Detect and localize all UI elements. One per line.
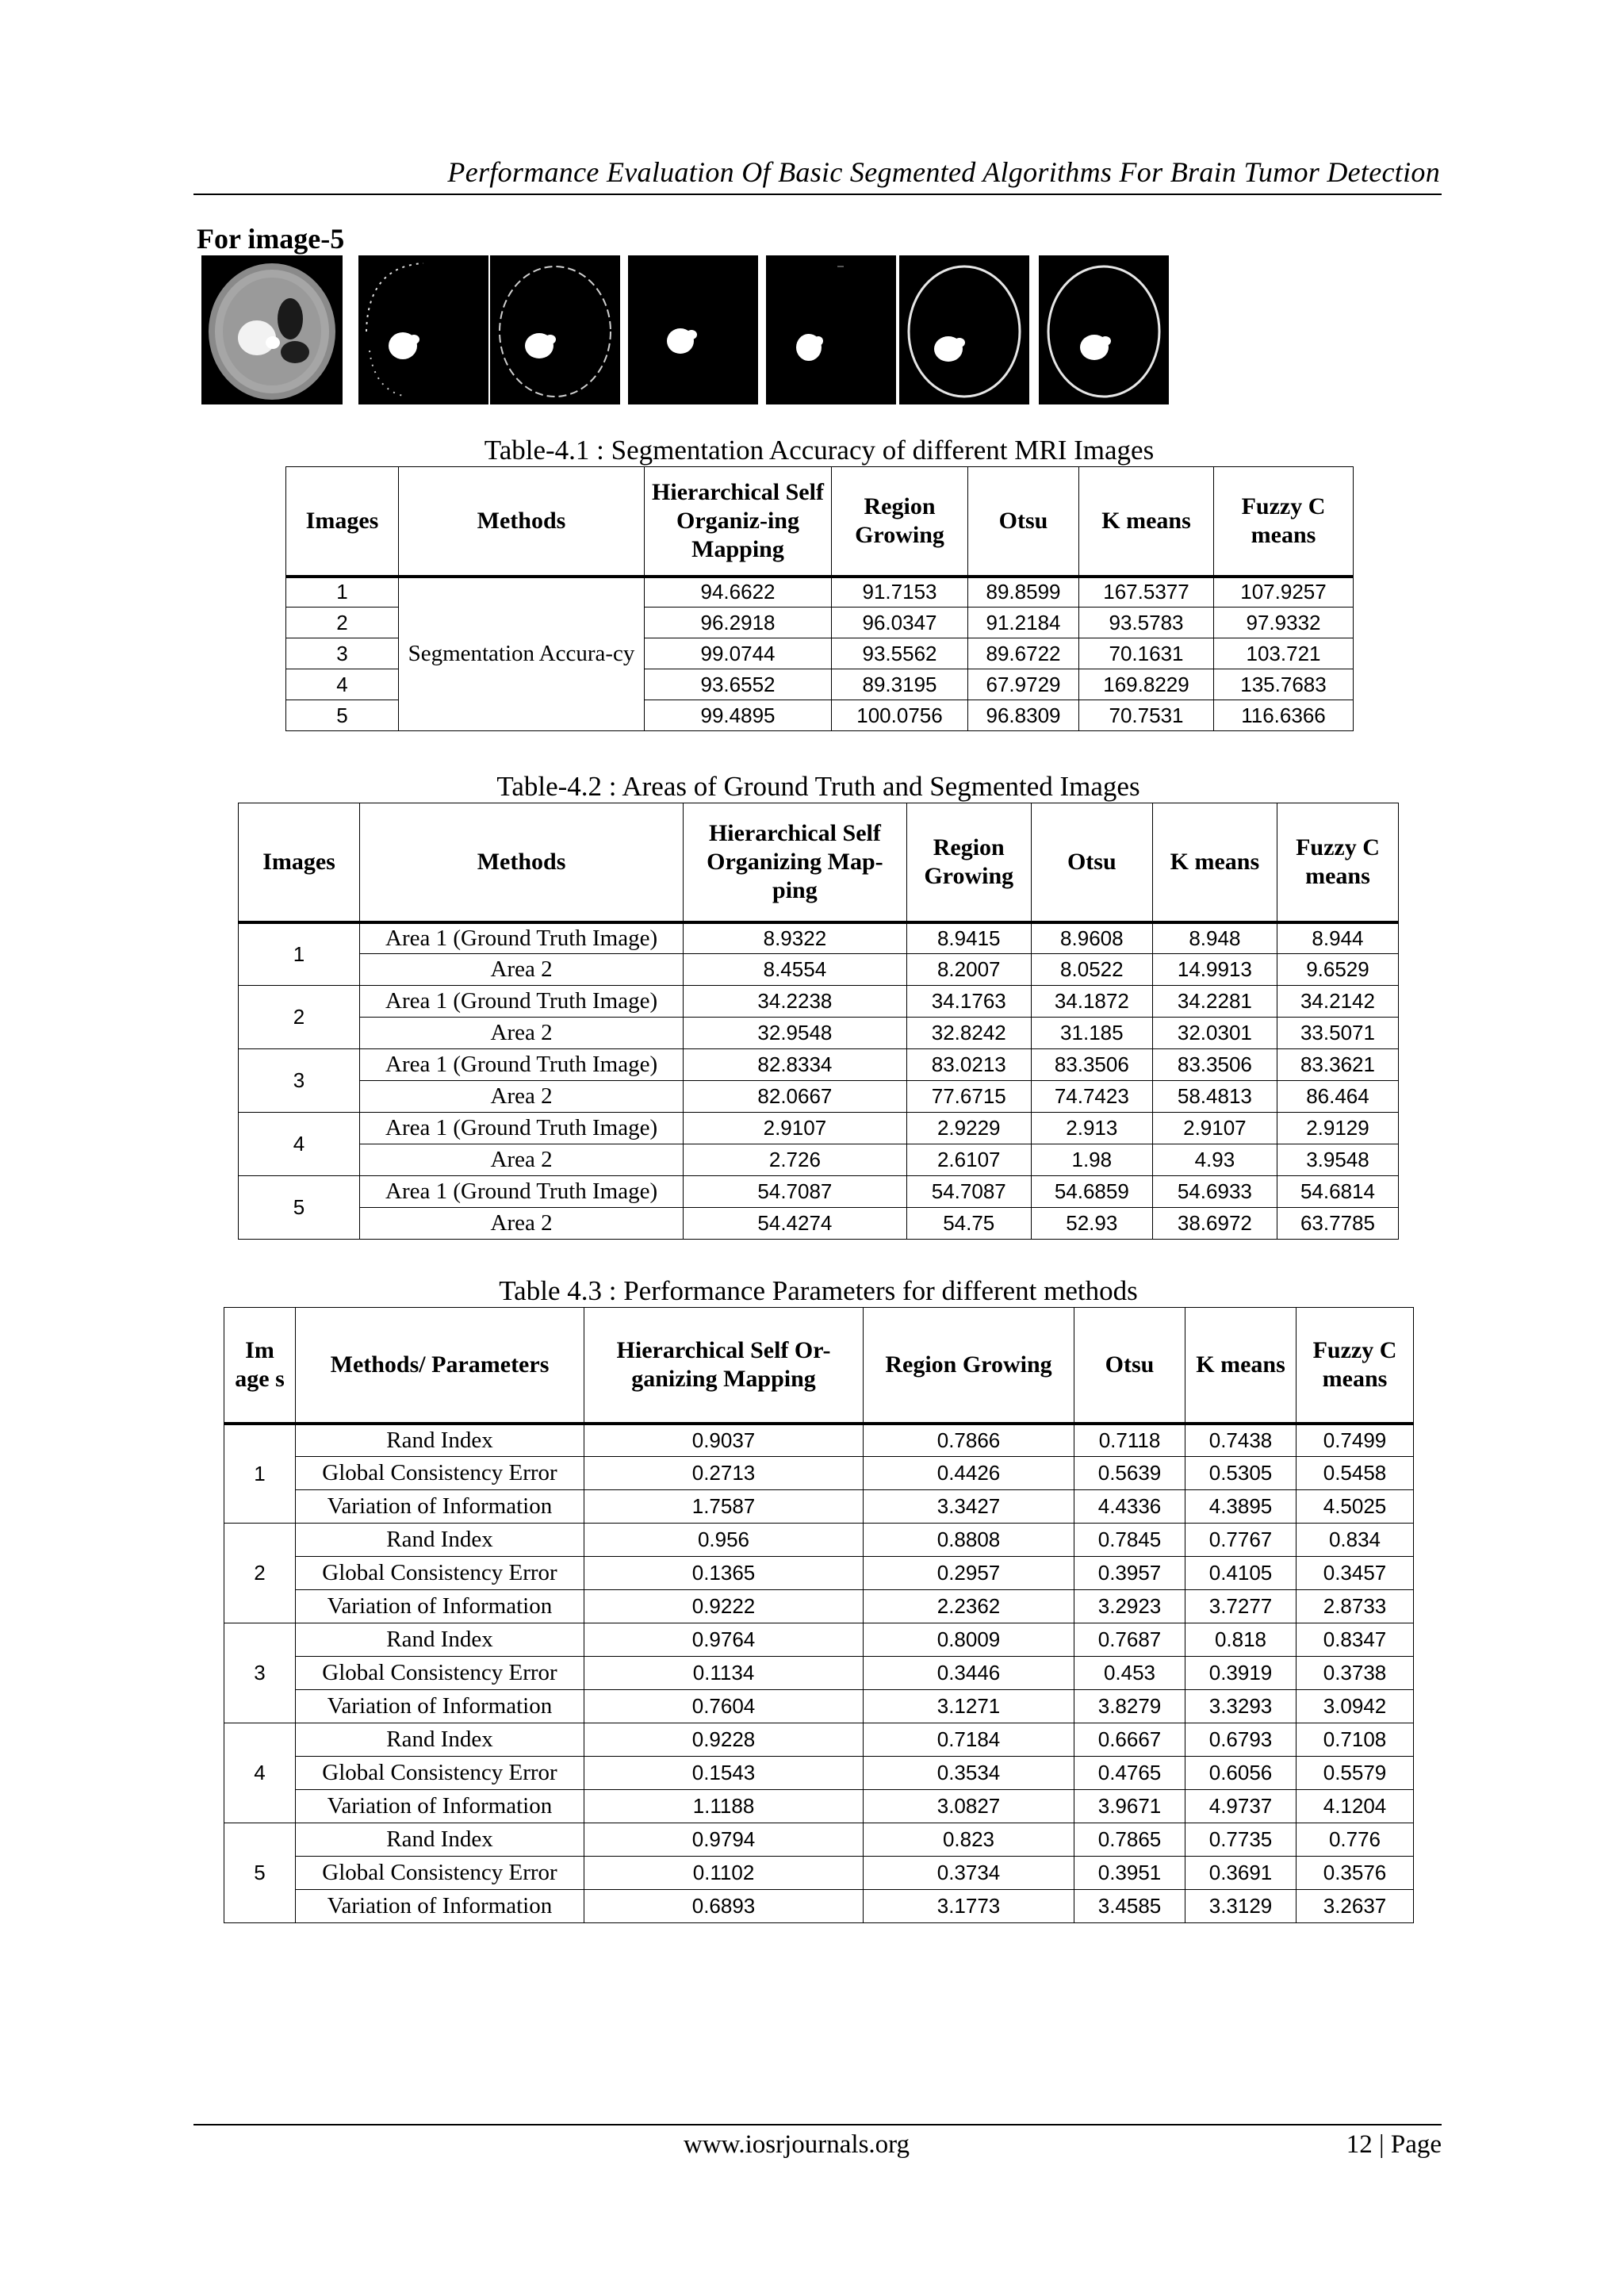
value-cell: 2.9107	[1152, 1113, 1277, 1144]
value-cell: 0.4426	[864, 1457, 1074, 1490]
value-cell: 54.6859	[1031, 1176, 1152, 1208]
value-cell: 0.1102	[584, 1857, 864, 1890]
value-cell: 0.776	[1297, 1823, 1414, 1857]
performance-parameters-table	[224, 1307, 1414, 1923]
value-cell: 0.453	[1074, 1657, 1185, 1690]
value-cell: 52.93	[1031, 1208, 1152, 1240]
header-rule	[193, 194, 1442, 195]
parameter-cell: Variation of Information	[296, 1690, 584, 1723]
method-cell: Area 1 (Ground Truth Image)	[360, 1113, 684, 1144]
column-header: Methods/ Parameters	[296, 1308, 584, 1424]
column-header: Methods	[399, 467, 645, 577]
column-header: Fuzzy C means	[1277, 803, 1398, 922]
table-row	[224, 1757, 1414, 1790]
value-cell: 0.9764	[584, 1623, 864, 1657]
value-cell: 0.7108	[1297, 1723, 1414, 1757]
footer-rule	[193, 2124, 1442, 2125]
value-cell: 167.5377	[1079, 577, 1214, 608]
column-header: Otsu	[1074, 1308, 1185, 1424]
parameter-cell: Rand Index	[296, 1823, 584, 1857]
value-cell: 82.0667	[684, 1081, 907, 1113]
table-row	[224, 1890, 1414, 1923]
table-row	[239, 1144, 1399, 1176]
value-cell: 0.3734	[864, 1857, 1074, 1890]
value-cell: 3.1773	[864, 1890, 1074, 1923]
method-cell: Segmentation Accura-cy	[399, 577, 645, 731]
value-cell: 3.8279	[1074, 1690, 1185, 1723]
value-cell: 83.3506	[1152, 1049, 1277, 1081]
value-cell: 97.9332	[1214, 608, 1354, 638]
value-cell: 9.6529	[1277, 954, 1398, 986]
value-cell: 0.2957	[864, 1557, 1074, 1590]
value-cell: 93.6552	[645, 669, 832, 700]
column-header: Hierarchical Self Organizing Map-ping	[684, 803, 907, 922]
value-cell: 8.0522	[1031, 954, 1152, 986]
value-cell: 0.3576	[1297, 1857, 1414, 1890]
value-cell: 0.3457	[1297, 1557, 1414, 1590]
value-cell: 34.1872	[1031, 986, 1152, 1018]
table-row	[224, 1424, 1414, 1457]
value-cell: 54.4274	[684, 1208, 907, 1240]
value-cell: 31.185	[1031, 1018, 1152, 1049]
value-cell: 0.7866	[864, 1424, 1074, 1457]
value-cell: 89.3195	[832, 669, 968, 700]
value-cell: 2.9229	[906, 1113, 1031, 1144]
value-cell: 89.6722	[968, 638, 1079, 669]
value-cell: 86.464	[1277, 1081, 1398, 1113]
table1-caption: Table-4.1 : Segmentation Accuracy of different MRI Images	[484, 435, 1155, 466]
value-cell: 3.2923	[1074, 1590, 1185, 1623]
value-cell: 54.6933	[1152, 1176, 1277, 1208]
section-label: For image-5	[197, 223, 345, 255]
image-cell: 1	[286, 577, 399, 608]
table-row	[224, 1823, 1414, 1857]
value-cell: 91.7153	[832, 577, 968, 608]
ground-truth-image	[766, 255, 896, 404]
table-row	[239, 922, 1399, 954]
value-cell: 3.7277	[1185, 1590, 1297, 1623]
table2-caption: Table-4.2 : Areas of Ground Truth and Segmented Images	[496, 771, 1140, 802]
value-cell: 0.7735	[1185, 1823, 1297, 1857]
value-cell: 0.823	[864, 1823, 1074, 1857]
k-means-segmented-image	[899, 255, 1029, 404]
method-cell: Area 2	[360, 1144, 684, 1176]
image-cell: 1	[239, 922, 360, 986]
column-header: Fuzzy C means	[1214, 467, 1354, 577]
table-row	[224, 1623, 1414, 1657]
image-cell: 2	[286, 608, 399, 638]
value-cell: 70.1631	[1079, 638, 1214, 669]
value-cell: 169.8229	[1079, 669, 1214, 700]
value-cell: 0.9222	[584, 1590, 864, 1623]
value-cell: 3.9671	[1074, 1790, 1185, 1823]
value-cell: 0.3919	[1185, 1657, 1297, 1690]
value-cell: 54.75	[906, 1208, 1031, 1240]
value-cell: 63.7785	[1277, 1208, 1398, 1240]
column-header: Region Growing	[864, 1308, 1074, 1424]
region-growing-segmented-image	[490, 255, 620, 404]
parameter-cell: Global Consistency Error	[296, 1657, 584, 1690]
value-cell: 0.9228	[584, 1723, 864, 1757]
column-header: Fuzzy C means	[1297, 1308, 1414, 1424]
value-cell: 1.98	[1031, 1144, 1152, 1176]
image-cell: 4	[224, 1723, 296, 1823]
value-cell: 89.8599	[968, 577, 1079, 608]
value-cell: 4.4336	[1074, 1490, 1185, 1524]
value-cell: 1.7587	[584, 1490, 864, 1524]
value-cell: 14.9913	[1152, 954, 1277, 986]
value-cell: 96.2918	[645, 608, 832, 638]
table-row	[224, 1790, 1414, 1823]
image-cell: 2	[224, 1524, 296, 1623]
value-cell: 3.1271	[864, 1690, 1074, 1723]
value-cell: 3.3129	[1185, 1890, 1297, 1923]
value-cell: 34.2238	[684, 986, 907, 1018]
value-cell: 54.6814	[1277, 1176, 1398, 1208]
value-cell: 34.1763	[906, 986, 1031, 1018]
method-cell: Area 1 (Ground Truth Image)	[360, 1049, 684, 1081]
original-mri-image	[201, 255, 343, 404]
value-cell: 34.2142	[1277, 986, 1398, 1018]
parameter-cell: Global Consistency Error	[296, 1757, 584, 1790]
column-header: Methods	[360, 803, 684, 922]
image-cell: 3	[224, 1623, 296, 1723]
table-row	[239, 986, 1399, 1018]
value-cell: 8.2007	[906, 954, 1031, 986]
image-cell: 4	[239, 1113, 360, 1176]
value-cell: 0.9794	[584, 1823, 864, 1857]
value-cell: 103.721	[1214, 638, 1354, 669]
table-row	[224, 1723, 1414, 1757]
value-cell: 3.4585	[1074, 1890, 1185, 1923]
value-cell: 83.3621	[1277, 1049, 1398, 1081]
table-row	[286, 577, 1354, 608]
value-cell: 0.7767	[1185, 1524, 1297, 1557]
value-cell: 0.956	[584, 1524, 864, 1557]
column-header: Region Growing	[906, 803, 1031, 922]
table-row	[239, 1049, 1399, 1081]
value-cell: 0.2713	[584, 1457, 864, 1490]
value-cell: 0.7687	[1074, 1623, 1185, 1657]
value-cell: 100.0756	[832, 700, 968, 731]
table-row	[239, 954, 1399, 986]
column-header: Hierarchical Self Or-ganizing Mapping	[584, 1308, 864, 1424]
method-cell: Area 1 (Ground Truth Image)	[360, 1176, 684, 1208]
value-cell: 0.4765	[1074, 1757, 1185, 1790]
value-cell: 0.9037	[584, 1424, 864, 1457]
parameter-cell: Variation of Information	[296, 1790, 584, 1823]
fuzzy-c-means-segmented-image	[1039, 255, 1169, 404]
table-row	[239, 1113, 1399, 1144]
value-cell: 0.7845	[1074, 1524, 1185, 1557]
value-cell: 2.6107	[906, 1144, 1031, 1176]
table3-caption: Table 4.3 : Performance Parameters for different methods	[499, 1275, 1138, 1306]
column-header: Images	[239, 803, 360, 922]
value-cell: 0.7118	[1074, 1424, 1185, 1457]
value-cell: 0.5579	[1297, 1757, 1414, 1790]
value-cell: 0.3957	[1074, 1557, 1185, 1590]
value-cell: 96.0347	[832, 608, 968, 638]
value-cell: 70.7531	[1079, 700, 1214, 731]
hsom-segmented-image	[358, 255, 488, 404]
parameter-cell: Rand Index	[296, 1524, 584, 1557]
value-cell: 135.7683	[1214, 669, 1354, 700]
value-cell: 0.1365	[584, 1557, 864, 1590]
value-cell: 8.9322	[684, 922, 907, 954]
value-cell: 0.834	[1297, 1524, 1414, 1557]
value-cell: 0.4105	[1185, 1557, 1297, 1590]
method-cell: Area 2	[360, 1208, 684, 1240]
parameter-cell: Variation of Information	[296, 1490, 584, 1524]
value-cell: 96.8309	[968, 700, 1079, 731]
table-row	[224, 1857, 1414, 1890]
image-cell: 5	[224, 1823, 296, 1923]
column-header: Region Growing	[832, 467, 968, 577]
table-row	[224, 1524, 1414, 1557]
value-cell: 0.5639	[1074, 1457, 1185, 1490]
column-header: K means	[1079, 467, 1214, 577]
value-cell: 93.5783	[1079, 608, 1214, 638]
value-cell: 32.9548	[684, 1018, 907, 1049]
table-row	[224, 1657, 1414, 1690]
parameter-cell: Global Consistency Error	[296, 1557, 584, 1590]
value-cell: 0.8808	[864, 1524, 1074, 1557]
column-header: K means	[1152, 803, 1277, 922]
value-cell: 0.6793	[1185, 1723, 1297, 1757]
value-cell: 4.5025	[1297, 1490, 1414, 1524]
table-row	[224, 1557, 1414, 1590]
value-cell: 32.8242	[906, 1018, 1031, 1049]
table-row	[224, 1457, 1414, 1490]
table-row	[224, 1690, 1414, 1723]
value-cell: 74.7423	[1031, 1081, 1152, 1113]
table-row	[239, 1018, 1399, 1049]
column-header: Hierarchical Self Organiz-ing Mapping	[645, 467, 832, 577]
value-cell: 0.8009	[864, 1623, 1074, 1657]
image-cell: 3	[286, 638, 399, 669]
value-cell: 0.3534	[864, 1757, 1074, 1790]
running-head: Performance Evaluation Of Basic Segmented Algorithms For Brain Tumor Detection	[447, 156, 1440, 188]
value-cell: 8.944	[1277, 922, 1398, 954]
method-cell: Area 2	[360, 1081, 684, 1113]
parameter-cell: Rand Index	[296, 1424, 584, 1457]
parameter-cell: Global Consistency Error	[296, 1457, 584, 1490]
value-cell: 0.5458	[1297, 1457, 1414, 1490]
value-cell: 0.7865	[1074, 1823, 1185, 1857]
column-header: K means	[1185, 1308, 1297, 1424]
value-cell: 58.4813	[1152, 1081, 1277, 1113]
image-cell: 1	[224, 1424, 296, 1524]
areas-table	[238, 803, 1399, 1240]
parameter-cell: Variation of Information	[296, 1590, 584, 1623]
page-number: 12 | Page	[1346, 2130, 1442, 2159]
value-cell: 116.6366	[1214, 700, 1354, 731]
value-cell: 0.6667	[1074, 1723, 1185, 1757]
value-cell: 93.5562	[832, 638, 968, 669]
value-cell: 83.3506	[1031, 1049, 1152, 1081]
value-cell: 2.913	[1031, 1113, 1152, 1144]
image-cell: 4	[286, 669, 399, 700]
value-cell: 54.7087	[684, 1176, 907, 1208]
value-cell: 0.5305	[1185, 1457, 1297, 1490]
image-cell: 5	[286, 700, 399, 731]
value-cell: 8.4554	[684, 954, 907, 986]
value-cell: 2.8733	[1297, 1590, 1414, 1623]
image-cell: 3	[239, 1049, 360, 1113]
value-cell: 0.3738	[1297, 1657, 1414, 1690]
value-cell: 1.1188	[584, 1790, 864, 1823]
value-cell: 3.3427	[864, 1490, 1074, 1524]
method-cell: Area 2	[360, 954, 684, 986]
value-cell: 8.9608	[1031, 922, 1152, 954]
column-header: Otsu	[968, 467, 1079, 577]
parameter-cell: Rand Index	[296, 1723, 584, 1757]
table-row	[239, 1208, 1399, 1240]
value-cell: 67.9729	[968, 669, 1079, 700]
value-cell: 0.3446	[864, 1657, 1074, 1690]
value-cell: 107.9257	[1214, 577, 1354, 608]
segmentation-accuracy-table	[285, 466, 1354, 731]
method-cell: Area 1 (Ground Truth Image)	[360, 922, 684, 954]
value-cell: 83.0213	[906, 1049, 1031, 1081]
value-cell: 2.9129	[1277, 1113, 1398, 1144]
value-cell: 4.3895	[1185, 1490, 1297, 1524]
value-cell: 4.1204	[1297, 1790, 1414, 1823]
table-row	[224, 1590, 1414, 1623]
table-row	[239, 1081, 1399, 1113]
value-cell: 3.3293	[1185, 1690, 1297, 1723]
value-cell: 77.6715	[906, 1081, 1031, 1113]
parameter-cell: Global Consistency Error	[296, 1857, 584, 1890]
column-header: Im age s	[224, 1308, 296, 1424]
parameter-cell: Variation of Information	[296, 1890, 584, 1923]
value-cell: 99.4895	[645, 700, 832, 731]
value-cell: 0.6893	[584, 1890, 864, 1923]
value-cell: 0.1543	[584, 1757, 864, 1790]
value-cell: 8.948	[1152, 922, 1277, 954]
value-cell: 0.6056	[1185, 1757, 1297, 1790]
value-cell: 82.8334	[684, 1049, 907, 1081]
value-cell: 32.0301	[1152, 1018, 1277, 1049]
value-cell: 33.5071	[1277, 1018, 1398, 1049]
footer-site[interactable]: www.iosrjournals.org	[684, 2130, 910, 2159]
method-cell: Area 1 (Ground Truth Image)	[360, 986, 684, 1018]
value-cell: 91.2184	[968, 608, 1079, 638]
value-cell: 0.7438	[1185, 1424, 1297, 1457]
method-cell: Area 2	[360, 1018, 684, 1049]
value-cell: 0.7184	[864, 1723, 1074, 1757]
value-cell: 4.93	[1152, 1144, 1277, 1176]
value-cell: 99.0744	[645, 638, 832, 669]
value-cell: 94.6622	[645, 577, 832, 608]
value-cell: 2.9107	[684, 1113, 907, 1144]
parameter-cell: Rand Index	[296, 1623, 584, 1657]
table-row	[239, 1176, 1399, 1208]
value-cell: 3.2637	[1297, 1890, 1414, 1923]
value-cell: 38.6972	[1152, 1208, 1277, 1240]
value-cell: 0.3691	[1185, 1857, 1297, 1890]
column-header: Images	[286, 467, 399, 577]
value-cell: 2.2362	[864, 1590, 1074, 1623]
value-cell: 0.8347	[1297, 1623, 1414, 1657]
otsu-segmented-image	[628, 255, 758, 404]
value-cell: 54.7087	[906, 1176, 1031, 1208]
value-cell: 4.9737	[1185, 1790, 1297, 1823]
value-cell: 3.9548	[1277, 1144, 1398, 1176]
value-cell: 3.0827	[864, 1790, 1074, 1823]
image-cell: 5	[239, 1176, 360, 1240]
value-cell: 0.3951	[1074, 1857, 1185, 1890]
value-cell: 8.9415	[906, 922, 1031, 954]
value-cell: 0.7604	[584, 1690, 864, 1723]
value-cell: 34.2281	[1152, 986, 1277, 1018]
value-cell: 3.0942	[1297, 1690, 1414, 1723]
table-row	[224, 1490, 1414, 1524]
value-cell: 0.7499	[1297, 1424, 1414, 1457]
column-header: Otsu	[1031, 803, 1152, 922]
value-cell: 2.726	[684, 1144, 907, 1176]
value-cell: 0.818	[1185, 1623, 1297, 1657]
value-cell: 0.1134	[584, 1657, 864, 1690]
image-cell: 2	[239, 986, 360, 1049]
